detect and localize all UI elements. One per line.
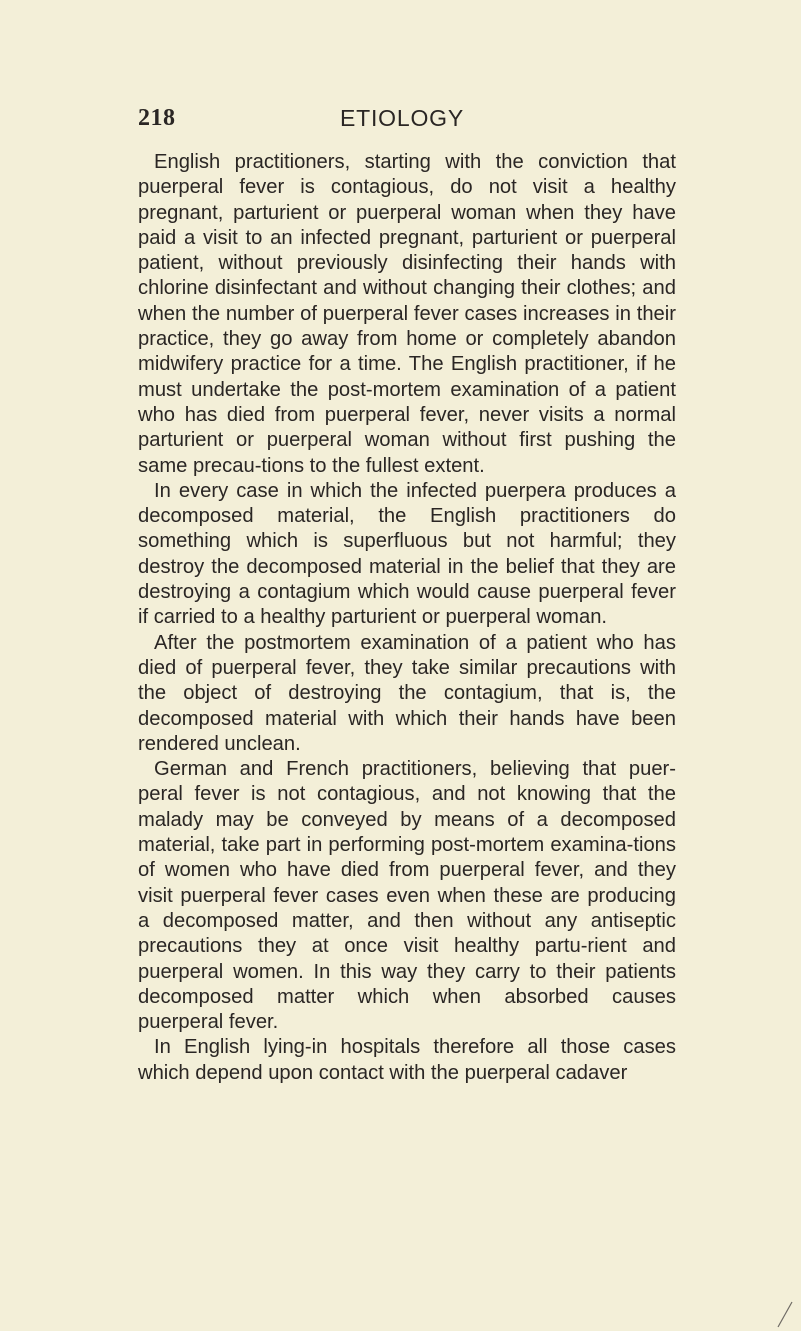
running-head: ETIOLOGY — [340, 105, 464, 131]
paragraph: English practitioners, starting with the conviction that puerperal fever is contagious, do not visit a healthy pregnant, parturient or puerperal woman when they have paid a visit to an infected pregnant, parturient or puerperal patient, without previously disinfecting their hands with chlorine disinfectant and without changing their clothes; and when the number of puerperal fever cases increases in their practice, they go away from home or completely abandon midwifery practice for a time. The English practitioner, if he must undertake the post-mortem examination of a patient who has died from puerperal fever, never visits a normal parturient or puerperal woman without first pushing the same precau-tions to the fullest extent. — [138, 151, 676, 477]
pencil-mark — [775, 1299, 795, 1329]
paragraph: In English lying-in hospitals therefore all those cases which depend upon contact with the puerperal cadaver — [138, 1036, 676, 1084]
page-number: 218 — [138, 105, 176, 131]
paragraph: German and French practitioners, believing that puer-peral fever is not contagious, and not knowing that the malady may be conveyed by means of a decomposed material, take part in performing post-mortem examina-tions of women who have died from puerperal fever, and they visit puerperal fever cases even when these are producing a decomposed matter, and then without any antiseptic precautions they at once visit healthy partu-rient and puerperal women. In this way they carry to their patients decomposed matter which when absorbed causes puerperal fever. — [138, 758, 676, 1034]
paragraph: In every case in which the infected puerpera produces a decomposed material, the English practitioners do something which is superfluous but not harmful; they destroy the decomposed material in the belief that they are destroying a contagium which would cause puerperal fever if carried to a healthy parturient or puerperal woman. — [138, 479, 676, 629]
paragraph: After the postmortem examination of a patient who has died of puerperal fever, they take similar precautions with the object of destroying the contagium, that is, the decomposed material with which their hands have been rendered unclean. — [138, 631, 676, 755]
page-header — [138, 103, 678, 139]
body-text — [138, 150, 676, 1086]
